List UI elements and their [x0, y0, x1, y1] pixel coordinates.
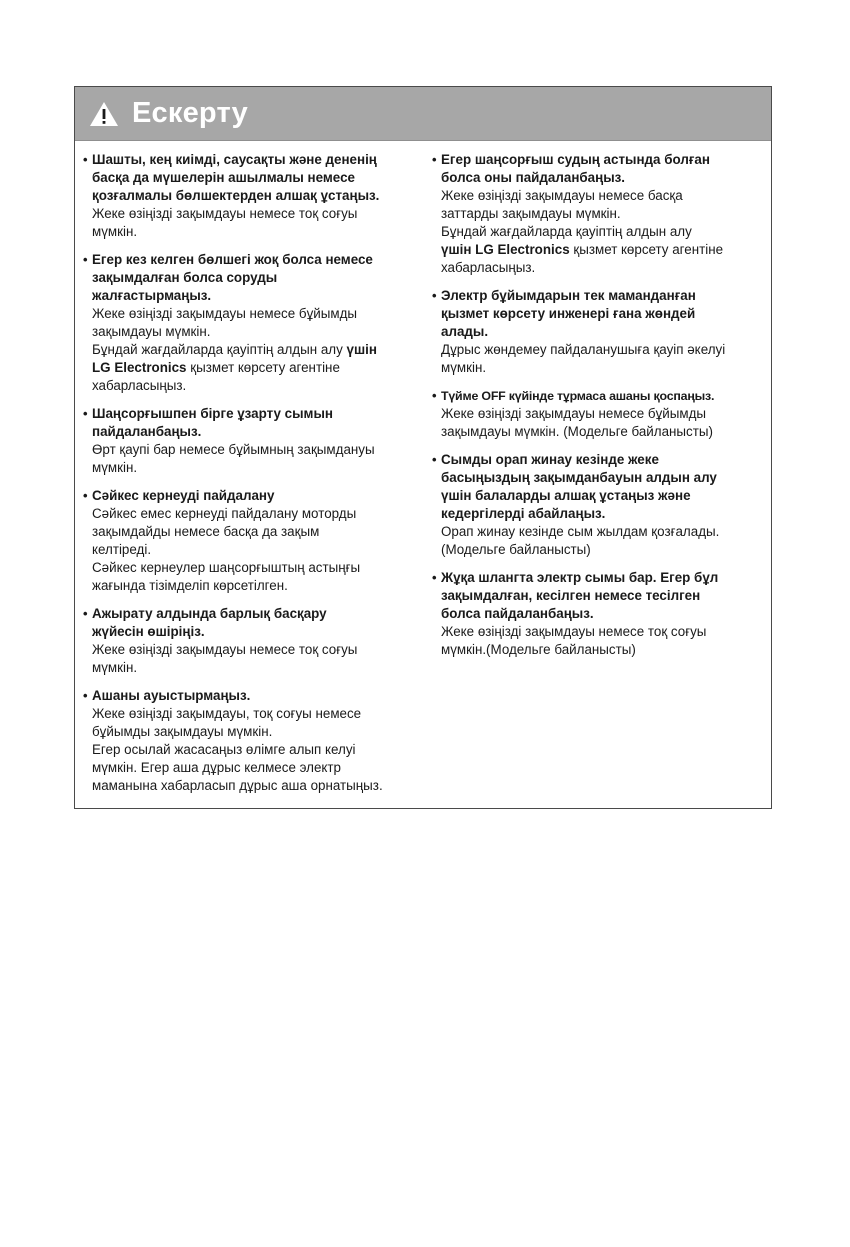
- bullet: •: [432, 288, 437, 303]
- warning-item: [83, 487, 413, 595]
- item-body: Дұрыс жөндемеу пайдаланушыға қауіп әкелуі мүмкін.: [441, 342, 726, 375]
- item-heading: Электр бұйымдарын тек маманданған қызмет көрсету инженері ғана жөндей алады.: [441, 288, 696, 339]
- left-column: [83, 151, 413, 805]
- warning-title: Ескерту: [132, 97, 248, 129]
- item-body: Жеке өзіңізді зақымдауы немесе бұйымды зақымдауы мүмкін. (Модельге байланысты): [441, 406, 713, 439]
- item-body: [441, 187, 767, 277]
- item-heading: Түйме OFF күйінде тұрмаса ашаны қоспаңыз.: [441, 389, 715, 403]
- item-body-bold: үшін LG Electronics: [441, 242, 570, 257]
- warning-item: [432, 387, 767, 441]
- item-body-text: Жеке өзіңізді зақымдауы немесе бұйымды зақымдауы мүмкін. Бұндай жағдайларда қауіптің алдын алу: [92, 306, 358, 357]
- item-body: Жеке өзіңізді зақымдауы, тоқ соғуы немесе бұйымды зақымдауы мүмкін. Егер осылай жасасаңыз өлімге алып келуі мүмкін. Егер аша дұрыс келмесе электр маманына хабарласып дұрыс аша орнатыңыз.: [92, 706, 383, 793]
- item-body-tail: қызмет көрсету агентіне хабарласыңыз.: [441, 242, 724, 275]
- item-heading: Егер шаңсорғыш судың астында болған болса оны пайдаланбаңыз.: [441, 152, 710, 185]
- item-heading: Ашаны ауыстырмаңыз.: [92, 688, 251, 703]
- bullet: •: [83, 252, 88, 267]
- warning-triangle-icon: [89, 101, 119, 127]
- item-body: Жеке өзіңізді зақымдауы немесе тоқ соғуы мүмкін.(Модельге байланысты): [441, 624, 707, 657]
- bullet: •: [432, 152, 437, 167]
- item-heading: Сымды орап жинау кезінде жеке басыңыздың зақымданбауын алдын алу үшін балаларды алшақ ұстаңыз және кедергілерді абайлаңыз.: [441, 452, 717, 521]
- item-body: Өрт қаупі бар немесе бұйымның зақымдануы мүмкін.: [92, 442, 375, 475]
- bullet: •: [83, 606, 88, 621]
- bullet: •: [83, 488, 88, 503]
- warning-item: [83, 151, 413, 241]
- right-column: [432, 151, 767, 669]
- warning-item: [83, 251, 413, 395]
- item-body-text: Жеке өзіңізді зақымдауы немесе басқа заттарды зақымдауы мүмкін. Бұндай жағдайларда қауіптің алдын алу: [441, 188, 692, 239]
- item-heading: Жұқа шлангта электр сымы бар. Егер бұл зақымдалған, кесілген немесе тесілген болса пайдаланбаңыз.: [441, 570, 719, 621]
- item-heading: Шаңсорғышпен бірге ұзарту сымын пайдаланбаңыз.: [92, 406, 333, 439]
- item-body: Орап жинау кезінде сым жылдам қозғалады. (Модельге байланысты): [441, 524, 720, 557]
- item-body: Жеке өзіңізді зақымдауы немесе тоқ соғуы мүмкін.: [92, 642, 358, 675]
- warning-item: [432, 151, 767, 277]
- item-body-bold: үшін LG Electronics: [92, 342, 377, 375]
- item-heading: Ажырату алдында барлық басқару жүйесін өшіріңіз.: [92, 606, 327, 639]
- bullet: •: [432, 388, 437, 403]
- warning-item: [83, 405, 413, 477]
- item-heading: Сәйкес кернеуді пайдалану: [92, 488, 275, 503]
- warning-item: [432, 287, 767, 377]
- warning-box: [74, 86, 772, 809]
- bullet: •: [432, 570, 437, 585]
- item-heading: Шашты, кең киімді, саусақты және дененің басқа да мүшелерін ашылмалы немесе қозғалмалы бөлшектерден алшақ ұстаңыз.: [92, 152, 380, 203]
- bullet: •: [432, 452, 437, 467]
- item-body: Сәйкес емес кернеуді пайдалану моторды зақымдайды немесе басқа да зақым келтіреді. Сәйкес кернеулер шаңсорғыштың астыңғы жағында тізімделіп көрсетілген.: [92, 506, 361, 593]
- item-body-tail: қызмет көрсету агентіне хабарласыңыз.: [92, 360, 340, 393]
- warning-item: [432, 451, 767, 559]
- warning-item: [432, 569, 767, 659]
- item-body: Жеке өзіңізді зақымдауы немесе тоқ соғуы мүмкін.: [92, 206, 358, 239]
- item-body: [92, 305, 413, 395]
- warning-item: [83, 605, 413, 677]
- bullet: •: [83, 406, 88, 421]
- bullet: •: [83, 152, 88, 167]
- warning-header: [75, 87, 771, 141]
- bullet: •: [83, 688, 88, 703]
- item-heading: Егер кез келген бөлшегі жоқ болса немесе зақымдалған болса соруды жалғастырмаңыз.: [92, 252, 373, 303]
- warning-item: [83, 687, 413, 795]
